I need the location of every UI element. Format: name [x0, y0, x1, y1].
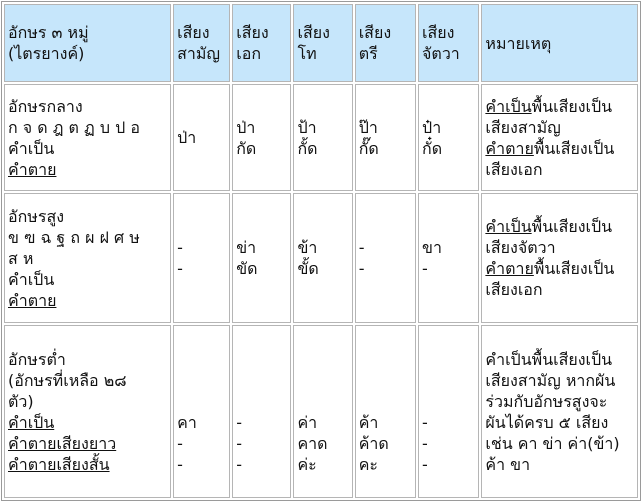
header-group — [4, 4, 171, 82]
tone-value: - — [422, 455, 428, 474]
group-line: (อักษรที่เหลือ ๒๘ — [8, 370, 127, 390]
group-line: อักษรกลาง — [8, 96, 83, 116]
tone-value: - — [236, 434, 243, 453]
note-line: ผันได้ครบ ๕ เสียง — [485, 412, 609, 432]
tri-cell — [355, 84, 416, 191]
tone-value: คะ — [358, 455, 378, 474]
group-line: ก จ ด ฎ ต ฏ บ ป อ — [8, 117, 140, 137]
group-line: คำตาย — [8, 290, 57, 310]
note-cell — [481, 325, 638, 498]
note-text: พื้นเสียงเป็น — [533, 138, 615, 158]
header-tri-line: ตรี — [358, 44, 378, 63]
header-saman — [173, 4, 230, 82]
tone-value: คา — [177, 413, 197, 432]
header-note-line: หมายเหตุ — [485, 33, 552, 53]
group-line: คำเป็น — [8, 138, 55, 158]
tone-value: - — [422, 259, 428, 278]
header-chattawa-line: เสียง — [422, 23, 455, 42]
header-chattawa-line: จัตวา — [422, 44, 460, 63]
tone-value: ป่า — [177, 128, 197, 147]
tri-cell — [355, 325, 416, 498]
group-line: อักษรต่ำ — [8, 349, 66, 369]
header-tri-line: เสียง — [358, 23, 392, 42]
tone-value: กัด — [236, 138, 257, 158]
chattawa-cell — [418, 84, 479, 191]
tone-value: ป๋า — [422, 117, 442, 137]
tone-value: กั๊ด — [358, 138, 379, 158]
note-line — [485, 258, 634, 279]
tone-value: ขั้ด — [297, 259, 319, 278]
header-tri — [355, 4, 416, 82]
note-line: เสียงเอก — [485, 159, 543, 179]
header-ek-line: เสียง — [236, 23, 269, 42]
tho-cell — [293, 193, 352, 323]
note-line: คำเป็นพื้นเสียงเป็น — [485, 349, 613, 369]
chattawa-cell — [418, 325, 479, 498]
tone-value: ข้า — [297, 238, 318, 257]
tri-cell — [355, 193, 416, 323]
note-line — [485, 216, 634, 237]
header-group-line: อักษร ๓ หมู่ — [8, 23, 89, 42]
header-tho-line: โท — [297, 44, 317, 63]
note-line: เสียงจัตวา — [485, 238, 556, 257]
group-line: อักษรสูง — [8, 206, 65, 226]
header-row — [4, 4, 638, 82]
note-line — [485, 138, 634, 159]
tone-value: ขา — [422, 238, 442, 257]
group-cell — [4, 325, 171, 498]
note-line: ค้า ขา — [485, 454, 531, 474]
header-group-line: (ไตรยางค์) — [8, 44, 85, 63]
ek-cell — [232, 193, 291, 323]
table-row-low-class — [4, 325, 638, 498]
table-row-middle-class — [4, 84, 638, 191]
group-cell — [4, 193, 171, 323]
note-text: พื้นเสียงเป็น — [531, 217, 613, 236]
group-cell — [4, 84, 171, 191]
note-text: พื้นเสียงเป็น — [531, 96, 613, 116]
tone-value: ค้าด — [358, 434, 389, 453]
header-tho — [293, 4, 352, 82]
group-line: คำเป็น — [8, 412, 55, 432]
ek-cell — [232, 325, 291, 498]
tone-value: ป๊า — [358, 117, 378, 137]
tone-value: - — [358, 238, 365, 257]
group-line: คำเป็น — [8, 269, 55, 289]
tone-value: - — [422, 413, 428, 432]
group-line: คำตาย — [8, 159, 57, 179]
tho-cell — [293, 84, 352, 191]
tone-table — [1, 1, 641, 501]
note-line: เสียงเอก — [485, 280, 543, 299]
tone-value: - — [236, 455, 243, 474]
header-ek-line: เอก — [236, 44, 261, 63]
header-note — [481, 4, 638, 82]
tone-value: - — [177, 259, 183, 278]
note-term: คำตาย — [485, 138, 534, 158]
header-saman-line: สามัญ — [177, 44, 221, 63]
note-term: คำเป็น — [485, 96, 532, 116]
tho-cell — [293, 325, 352, 498]
saman-cell — [173, 84, 230, 191]
note-line: ร่วมกับอักษรสูงจะ — [485, 391, 608, 411]
header-chattawa — [418, 4, 479, 82]
tone-value: ขัด — [236, 259, 258, 278]
tone-value: - — [177, 455, 183, 474]
ek-cell — [232, 84, 291, 191]
header-ek — [232, 4, 291, 82]
group-line: คำตายเสียงยาว — [8, 433, 117, 453]
tone-value: - — [358, 259, 365, 278]
group-line: คำตายเสียงสั้น — [8, 454, 110, 474]
note-text: พื้นเสียงเป็น — [533, 259, 615, 278]
tone-value: กั้ด — [297, 138, 318, 158]
header-tho-line: เสียง — [297, 23, 330, 42]
tone-value: ข่า — [236, 238, 257, 257]
header-saman-line: เสียง — [177, 23, 210, 42]
tone-value: คาด — [297, 434, 328, 453]
group-line: ข ฃ ฉ ฐ ถ ผ ฝ ศ ษ — [8, 227, 140, 247]
note-cell — [481, 193, 638, 323]
tone-value: ค่า — [297, 413, 318, 432]
group-line: ส ห — [8, 248, 34, 268]
group-line: ตัว) — [8, 391, 34, 411]
tone-value: กั๋ด — [422, 138, 443, 158]
tone-value: ป้า — [297, 117, 317, 137]
chattawa-cell — [418, 193, 479, 323]
note-term: คำตาย — [485, 259, 534, 278]
table-row-high-class — [4, 193, 638, 323]
note-line: เสียงสามัญ หากผัน — [485, 370, 616, 390]
tone-value: ป่า — [236, 117, 256, 137]
note-term: คำเป็น — [485, 217, 532, 236]
tone-value: - — [236, 413, 243, 432]
saman-cell — [173, 325, 230, 498]
note-cell — [481, 84, 638, 191]
note-line: เช่น คา ข่า ค่า(ข้า) — [485, 433, 620, 453]
tone-value: ค้า — [358, 413, 379, 432]
tone-value: - — [177, 238, 183, 257]
note-line: เสียงสามัญ — [485, 117, 561, 137]
saman-cell — [173, 193, 230, 323]
tone-value: - — [177, 434, 183, 453]
tone-value: ค่ะ — [297, 455, 317, 474]
tone-value: - — [422, 434, 428, 453]
note-line — [485, 96, 634, 117]
